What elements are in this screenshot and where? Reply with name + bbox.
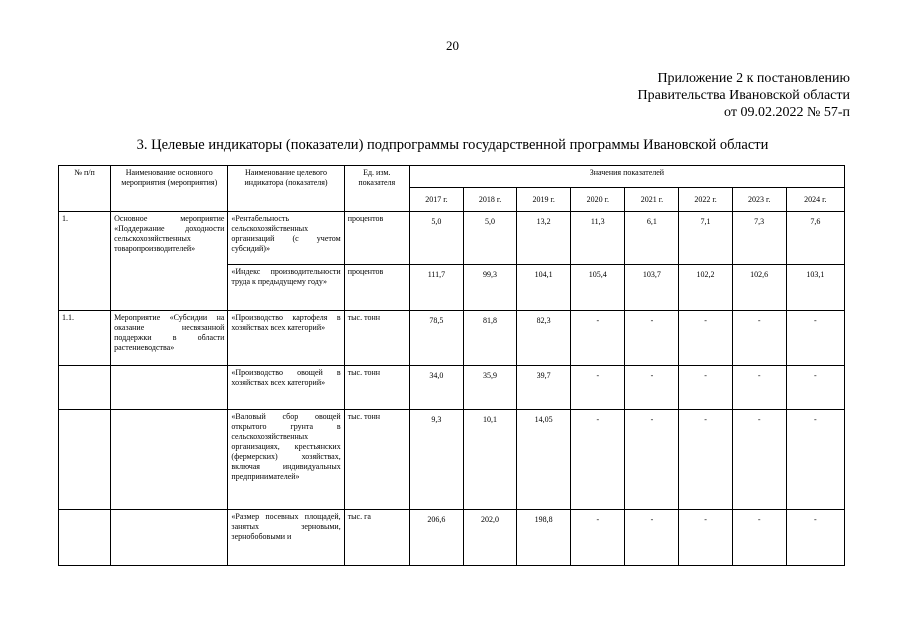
table-row [59,410,845,510]
row-event: Основное мероприятие «Поддержание доходности сельскохозяйственных товаропроизводителей» [111,212,228,311]
header-event: Наименование основного мероприятия (мероприятия) [111,166,228,212]
value-cell: - [679,410,732,510]
value-cell: 102,6 [732,265,786,311]
appendix-line-1: Приложение 2 к постановлению [657,71,850,86]
value-cell: - [679,366,732,410]
value-cell: 206,6 [409,510,463,566]
table-row [59,366,845,410]
table-row [59,212,845,265]
value-cell: - [679,311,732,366]
value-cell: 99,3 [463,265,516,311]
value-cell: 102,2 [679,265,732,311]
appendix-line-3: от 09.02.2022 № 57-п [724,105,850,120]
row-num [59,510,111,566]
table-row [59,510,845,566]
header-unit: Ед. изм. показателя [344,166,409,212]
row-indicator: «Размер посевных площадей, занятых зерновыми, зернобобовыми и [228,510,344,566]
value-cell: - [625,366,679,410]
value-cell: 104,1 [517,265,571,311]
value-cell: 5,0 [409,212,463,265]
row-event: Мероприятие «Субсидии на оказание несвязанной поддержки в области растениеводства» [111,311,228,366]
year-header: 2018 г. [463,188,516,212]
row-event [111,366,228,410]
row-num [59,410,111,510]
value-cell: 13,2 [517,212,571,265]
value-cell: - [571,311,625,366]
section-heading: 3. Целевые индикаторы (показатели) подпрограммы государственной программы Ивановской области [136,137,769,153]
value-cell: - [571,510,625,566]
row-indicator: «Индекс производительности труда к предыдущему году» [228,265,344,311]
value-cell: - [732,311,786,366]
value-cell: 103,7 [625,265,679,311]
value-cell: 78,5 [409,311,463,366]
value-cell: 7,3 [732,212,786,265]
year-header: 2017 г. [409,188,463,212]
header-values: Значения показателей [409,166,844,188]
value-cell: - [625,410,679,510]
row-unit: тыс. тонн [344,366,409,410]
value-cell: 10,1 [463,410,516,510]
year-header: 2024 г. [786,188,844,212]
row-unit: тыс. тонн [344,410,409,510]
value-cell: 198,8 [517,510,571,566]
year-header: 2023 г. [732,188,786,212]
value-cell: 39,7 [517,366,571,410]
value-cell: - [679,510,732,566]
value-cell: 35,9 [463,366,516,410]
value-cell: 202,0 [463,510,516,566]
value-cell: - [786,510,844,566]
row-unit: тыс. га [344,510,409,566]
header-num: № п/п [59,166,111,212]
value-cell: 82,3 [517,311,571,366]
value-cell: - [786,311,844,366]
value-cell: 34,0 [409,366,463,410]
value-cell: 11,3 [571,212,625,265]
header-indicator: Наименование целевого индикатора (показателя) [228,166,344,212]
value-cell: 103,1 [786,265,844,311]
row-unit: тыс. тонн [344,311,409,366]
value-cell: 6,1 [625,212,679,265]
value-cell: 7,6 [786,212,844,265]
year-header: 2022 г. [679,188,732,212]
row-event [111,510,228,566]
indicators-table [58,165,845,566]
year-header: 2021 г. [625,188,679,212]
value-cell: - [732,510,786,566]
value-cell: - [571,410,625,510]
row-unit: процентов [344,212,409,265]
value-cell: 7,1 [679,212,732,265]
row-indicator: «Производство картофеля в хозяйствах всех категорий» [228,311,344,366]
value-cell: 105,4 [571,265,625,311]
value-cell: - [732,410,786,510]
table-row [59,311,845,366]
value-cell: - [786,366,844,410]
row-unit: процентов [344,265,409,311]
value-cell: 81,8 [463,311,516,366]
value-cell: 5,0 [463,212,516,265]
value-cell: 9,3 [409,410,463,510]
value-cell: 14,05 [517,410,571,510]
value-cell: 111,7 [409,265,463,311]
row-num: 1. [59,212,111,311]
page-number: 20 [446,38,459,53]
value-cell: - [625,311,679,366]
value-cell: - [732,366,786,410]
row-num: 1.1. [59,311,111,366]
value-cell: - [625,510,679,566]
value-cell: - [786,410,844,510]
appendix-line-2: Правительства Ивановской области [637,88,850,103]
year-header: 2019 г. [517,188,571,212]
header-row [59,166,845,188]
row-indicator: «Производство овощей в хозяйствах всех категорий» [228,366,344,410]
row-indicator: «Валовый сбор овощей открытого грунта в сельскохозяйственных организациях, крестьянских (фермерских) хозяйствах, включая индивидуальных предпринимателей» [228,410,344,510]
appendix-note [638,70,850,121]
row-indicator: «Рентабельность сельскохозяйственных организаций (с учетом субсидий)» [228,212,344,265]
row-event [111,410,228,510]
year-header: 2020 г. [571,188,625,212]
value-cell: - [571,366,625,410]
row-num [59,366,111,410]
